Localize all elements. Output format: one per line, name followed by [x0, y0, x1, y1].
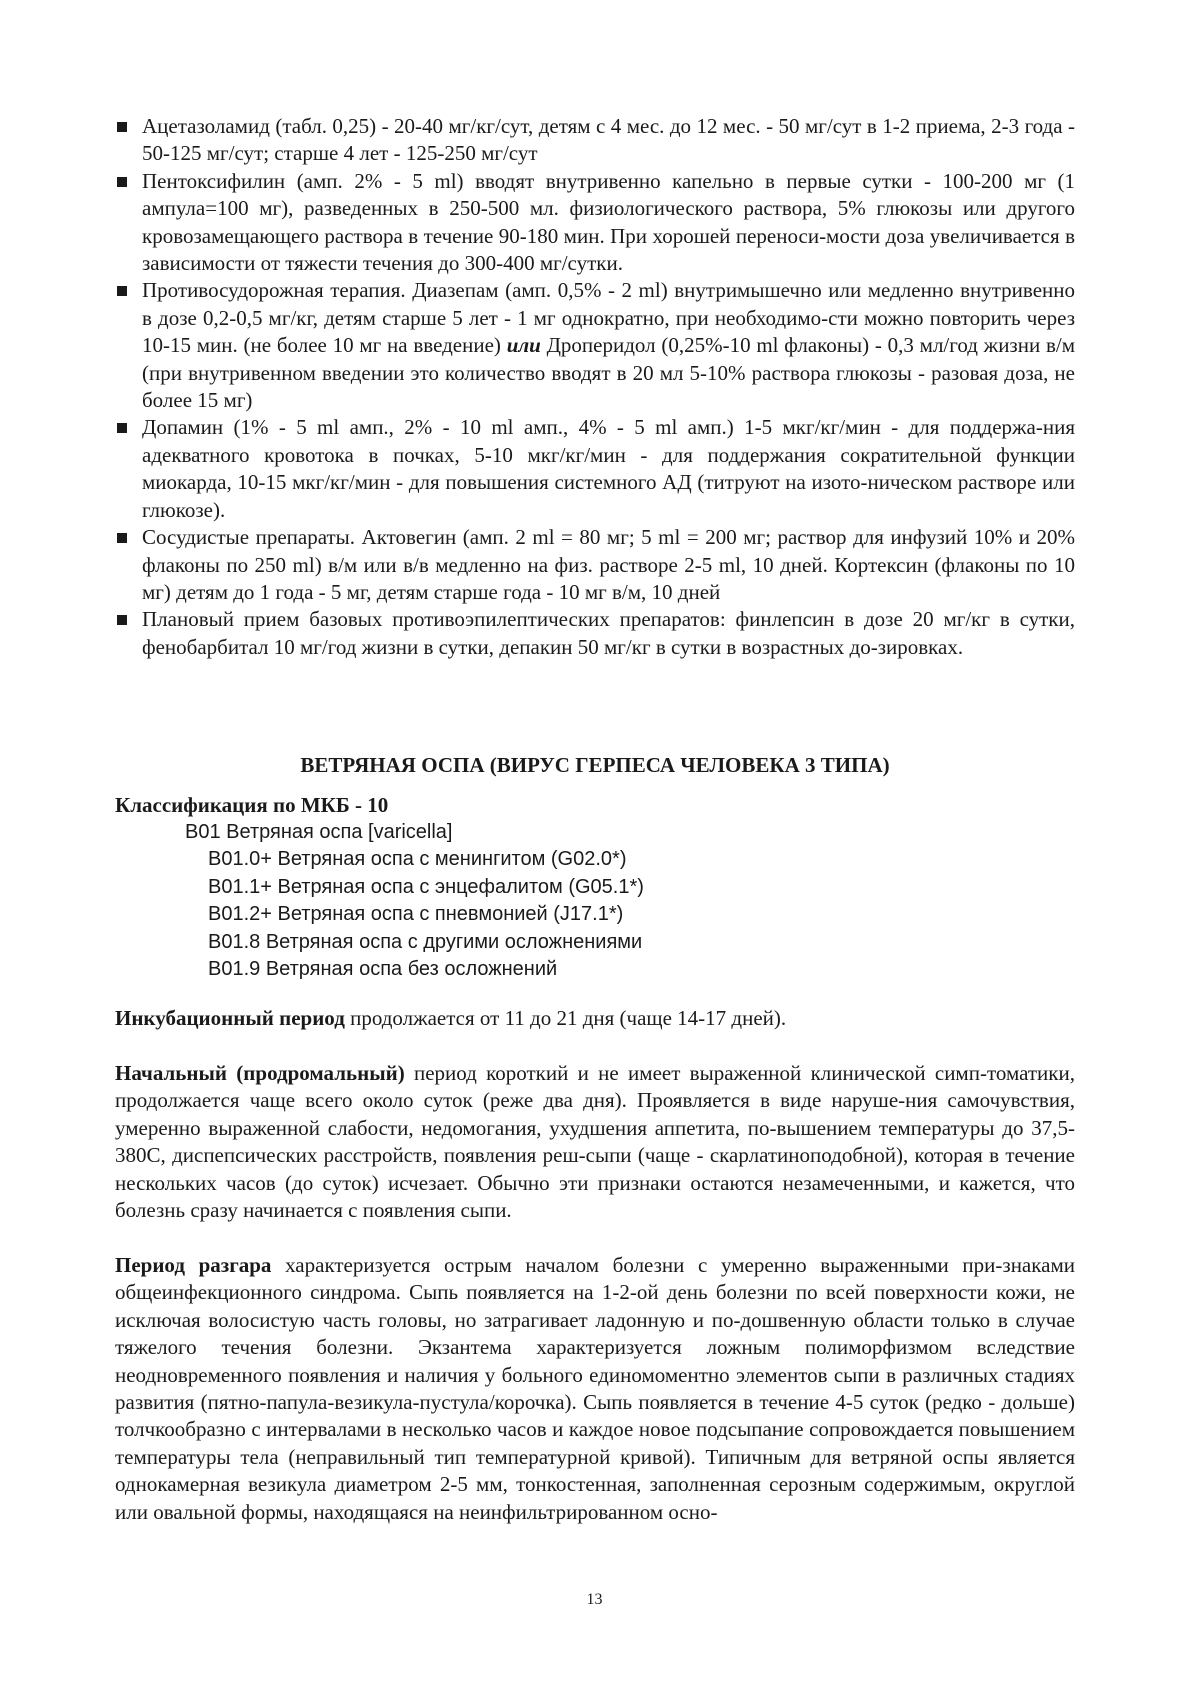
incubation-paragraph — [115, 1005, 1075, 1032]
bullet-pentoxifylline — [115, 168, 1075, 278]
icd-code-item: B01.0+ Ветряная оспа с менингитом (G02.0*) — [208, 848, 627, 871]
bullet-text: Ацетазоламид (табл. 0,25) - 20-40 мг/кг/сут, детям с 4 мес. до 12 мес. - 50 мг/сут в 1-2 приема, 2-3 года - 50-125 мг/сут; старше 4 лет - 125-250 мг/сут — [142, 114, 1075, 166]
peak-period-text: характеризуется острым началом болезни с умеренно выраженными при-знаками общеинфекционного синдрома. Сыпь появляется на 1-2-ой день болезни по всей поверхности кожи, не исключая волосистую часть головы, но затрагивает ладонную и по-дошвенную области только в случае тяжелого течения болезни. Экзантема характеризуется ложным полиморфизмом вследствие неодновременного появления и наличия у больного единомоментно элементов сыпи в различных стадиях развития (пятно-папула-везикула-пустула/корочка). Сыпь появляется в течение 4-5 суток (редко - дольше) толчкообразно с интервалами в несколько часов и каждое новое подсыпание сопровождается повышением температуры тела (неправильный тип температурной кривой). Типичным для ветряной оспы является однокамерная везикула диаметром 2-5 мм, тонкостенная, заполненная серозным содержимым, округлой или овальной формы, находящаяся на неинфильтрированном осно- — [115, 1253, 1075, 1524]
icd-code-item: B01.2+ Ветряная оспа с пневмонией (J17.1*) — [208, 903, 624, 926]
treatment-bullet-list — [115, 113, 1075, 661]
incubation-text: продолжается от 11 до 21 дня (чаще 14-17 дней). — [344, 1006, 787, 1030]
bullet-dopamine — [115, 414, 1075, 524]
initial-period-term: Начальный (продромальный) — [115, 1061, 405, 1085]
incubation-term: Инкубационный период — [115, 1006, 345, 1030]
square-bullet-icon — [117, 177, 127, 187]
square-bullet-icon — [117, 286, 127, 296]
square-bullet-icon — [117, 423, 127, 433]
section-heading: ВЕТРЯНАЯ ОСПА (ВИРУС ГЕРПЕСА ЧЕЛОВЕКА 3 ТИПА) — [300, 753, 890, 777]
icd-code-item: B01 Ветряная оспа [varicella] — [185, 821, 453, 843]
icd-code-item: B01.1+ Ветряная оспа с энцефалитом (G05.1*) — [208, 875, 644, 898]
bullet-acetazolamide — [115, 113, 1075, 168]
bullet-antiepileptic — [115, 606, 1075, 661]
bullet-anticonvulsant — [115, 277, 1075, 414]
bullet-text-after: Дроперидол (0,25%-10 ml флаконы) - 0,3 мл/год жизни в/м (при внутривенном введении это количество вводят в 20 мл 5-10% раствора глюкозы - разовая доза, не более 15 мг) — [142, 333, 1076, 413]
bullet-text: Сосудистые препараты. Актовегин (амп. 2 ml = 80 мг; 5 ml = 200 мг; раствор для инфузий 10% и 20% флаконы по 250 ml) в/м или в/в медленно на физ. растворе 2-5 ml, 10 дней. Кортексин (флаконы по 10 мг) детям до 1 года - 5 мг, детям старше года - 10 мг в/м, 10 дней — [142, 525, 1075, 604]
icd-code-item: B01.8 Ветряная оспа с другими осложнениями — [208, 930, 643, 953]
initial-period-paragraph — [115, 1060, 1075, 1224]
bullet-text: Пентоксифилин (амп. 2% - 5 ml) вводят внутривенно капельно в первые сутки - 100-200 мг (1 ампула=100 мг), разведенных в 250-500 мл. физиологического раствора, 5% глюкозы или другого кровозамещающего раствора в течение 90-180 мин. При хорошей переноси-мости доза увеличивается в зависимости от тяжести течения до 300-400 мг/сутки. — [142, 168, 1075, 276]
icd-code-list — [0, 819, 1189, 983]
bullet-text: Допамин (1% - 5 ml амп., 2% - 10 ml амп., 4% - 5 ml амп.) 1-5 мкг/кг/мин - для поддержа-ния адекватного кровотока в почках, 5-10 мкг/кг/мин - для поддержания сократительной функции миокарда, 10-15 мкг/кг/мин - для повышения системного АД (титруют на изото-ническом растворе или глюкозе). — [142, 415, 1075, 522]
peak-period-term: Период разгара — [115, 1253, 272, 1277]
bullet-text: Плановый прием базовых противоэпилептических препаратов: финлепсин в дозе 20 мг/кг в сутки, фенобарбитал 10 мг/год жизни в сутки, депакин 50 мг/кг в сутки в возрастных до-зировках. — [142, 607, 1075, 659]
square-bullet-icon — [117, 122, 127, 132]
initial-period-text: период короткий и не имеет выраженной клинической симп-томатики, продолжается чаще всего около суток (реже два дня). Проявляется в виде наруше-ния самочувствия, умеренно выраженной слабости, недомогания, ухудшения аппетита, по-вышением температуры до 37,5-380С, диспепсических расстройств, появления реш-сыпи (чаще - скарлатиноподобной), которая в течение нескольких часов (до суток) исчезает. Обычно эти признаки остаются незамеченными, и кажется, что болезнь сразу начинается с появления сыпи. — [115, 1061, 1075, 1223]
bullet-text-before: Противосудорожная терапия. Диазепам (амп. 0,5% - 2 ml) внутримышечно или медленно внутривенно в дозе 0,2-0,5 мг/кг, детям старше 5 лет - 1 мг однократно, при необходимо-сти можно повторить через 10-15 мин. (не более 10 мг на введение) — [142, 278, 1075, 358]
bullet-vascular-drugs — [115, 524, 1075, 606]
square-bullet-icon — [117, 533, 127, 543]
classification-title: Классификация по МКБ - 10 — [115, 793, 389, 817]
page-number: 13 — [586, 1591, 603, 1608]
square-bullet-icon — [117, 615, 127, 625]
icd-code-item: B01.9 Ветряная оспа без осложнений — [208, 958, 558, 981]
peak-period-paragraph — [115, 1252, 1075, 1526]
emphasis-or: или — [506, 333, 541, 358]
